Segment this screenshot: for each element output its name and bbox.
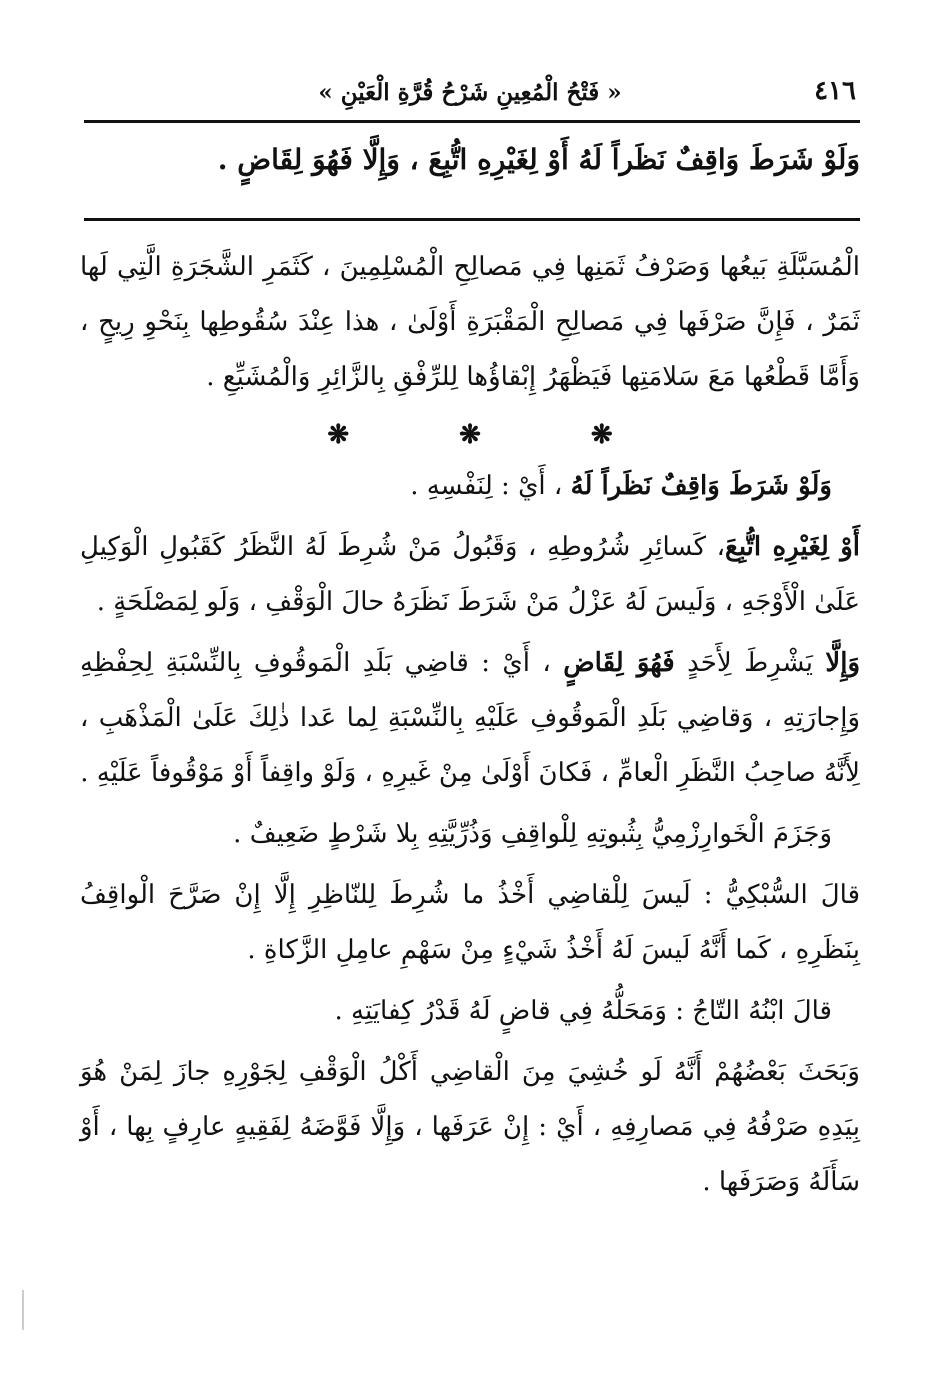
paragraph: وَبَحَثَ بَعْضُهُمْ أَنَّهُ لَو خُشِيَ مِنَ الْقاضِي أَكْلُ الْوَقْفِ لِجَوْرِهِ جازَ لِمَنْ هُوَ بِيَدِهِ صَرْفُهُ فِي مَصارِفِهِ ، أَيْ : إِنْ عَرَفَها ، وَإِلَّا فَوَّضَهُ لِفَقِيهٍ عارِفٍ بِها ، أَوْ سَأَلَهُ وَصَرَفَها . (80, 1057, 860, 1197)
asterisk-icon: ❋ (590, 419, 613, 450)
gloss: ، أَيْ : قاضِي بَلَدِ الْمَوقُوفِ بِالنِّسْبَةِ لِحِفْظِهِ وَإِجارَتِهِ ، وَقاضِي بَلَدِ الْمَوقُوفِ عَلَيْهِ بِالنِّسْبَةِ لِما عَدا ذٰلِكَ عَلَىٰ الْمَذْهَبِ ، لِأَنَّهُ صاحِبُ النَّظَرِ الْعامِّ ، فَكانَ أَوْلَىٰ مِنْ غَيرِهِ ، وَلَوْ واقِفاً أَوْ مَوْقُوفاً عَلَيْهِ . (80, 648, 860, 788)
lemma: وَلَوْ شَرَطَ وَاقِفٌ نَظَراً لَهُ (570, 471, 832, 501)
lemma: فَهُوَ لِقَاضٍ (563, 648, 675, 678)
paragraph: قالَ السُّبْكِيُّ : لَيسَ لِلْقاضِي أَخْذُ ما شُرِطَ لِلنّاظِرِ إِلَّا إِنْ صَرَّحَ الْواقِفُ بِنَظَرِهِ ، كَما أَنَّهُ لَيسَ لَهُ أَخْذُ شَيْءٍ مِنْ سَهْمِ عامِلِ الزَّكاةِ . (80, 880, 860, 965)
running-title: « فَتْحُ الْمُعِينِ شَرْحُ قُرَّةِ الْعَيْنِ » (318, 78, 622, 106)
gloss: يَشْرِطَ لِأَحَدٍ (674, 648, 826, 678)
page (80, 0, 860, 1387)
commentary-body (80, 240, 860, 1216)
paragraph: قالَ ابْنُهُ التّاجُ : وَمَحَلُّهُ فِي قاضٍ لَهُ قَدْرُ كِفايَتِهِ . (334, 996, 832, 1026)
header-rule (84, 120, 860, 123)
gloss: ، كَسائِرِ شُرُوطِهِ ، وَقَبُولُ مَنْ شُرِطَ لَهُ النَّظَرُ كَقَبُولِ الْوَكِيلِ عَلَىٰ الْأَوْجَهِ ، وَلَيسَ لَهُ عَزْلُ مَنْ شَرَطَ نَظَرَهُ حالَ الْوَقْفِ ، وَلَو لِمَصْلَحَةٍ . (80, 532, 860, 617)
matn-text: وَلَوْ شَرَطَ وَاقِفٌ نَظَراً لَهُ أَوْ لِغَيْرِهِ اتُّبِعَ ، وَإِلَّا فَهُوَ لِقَاضٍ . (217, 143, 860, 176)
paragraph (80, 636, 860, 801)
asterisk-icon: ❋ (327, 419, 350, 450)
page-number: ٤١٦ (814, 76, 856, 106)
asterisk-icon: ❋ (459, 419, 481, 450)
matn-divider-rule (84, 218, 860, 221)
paragraph: الْمُسَبَّلَةِ بَيعُها وَصَرْفُ ثَمَنِها فِي مَصالِحِ الْمُسْلِمِينَ ، كَثَمَرِ الشَّجَرَةِ الَّتِي لَها ثَمَرٌ ، فَإِنَّ صَرْفَها فِي مَصالِحِ الْمَقْبَرَةِ أَوْلَىٰ ، هذا عِنْدَ سُقُوطِها بِنَحْوِ رِيحٍ ، وَأَمَّا قَطْعُها مَعَ سَلامَتِها فَيَظْهَرُ إِبْقاؤُها لِلرِّفْقِ بِالزَّائِرِ وَالْمُشَيِّعِ . (80, 252, 860, 392)
paragraph: وَجَزَمَ الْخَوارِزْمِيُّ بِثُبوتِهِ لِلْواقِفِ وَذُرِّيَّتِهِ بِلا شَرْطٍ ضَعِيفٌ . (233, 819, 832, 849)
lemma: أَوْ لِغَيْرِهِ اتُّبِعَ (725, 532, 860, 562)
paragraph (80, 459, 860, 514)
lemma: وَإِلَّا (825, 648, 860, 678)
paragraph (80, 520, 860, 630)
gloss: ، أَيْ : لِنَفْسِهِ . (410, 471, 571, 501)
scan-artifact-line (22, 1290, 24, 1330)
page-header (80, 72, 860, 112)
section-separator (80, 411, 860, 459)
